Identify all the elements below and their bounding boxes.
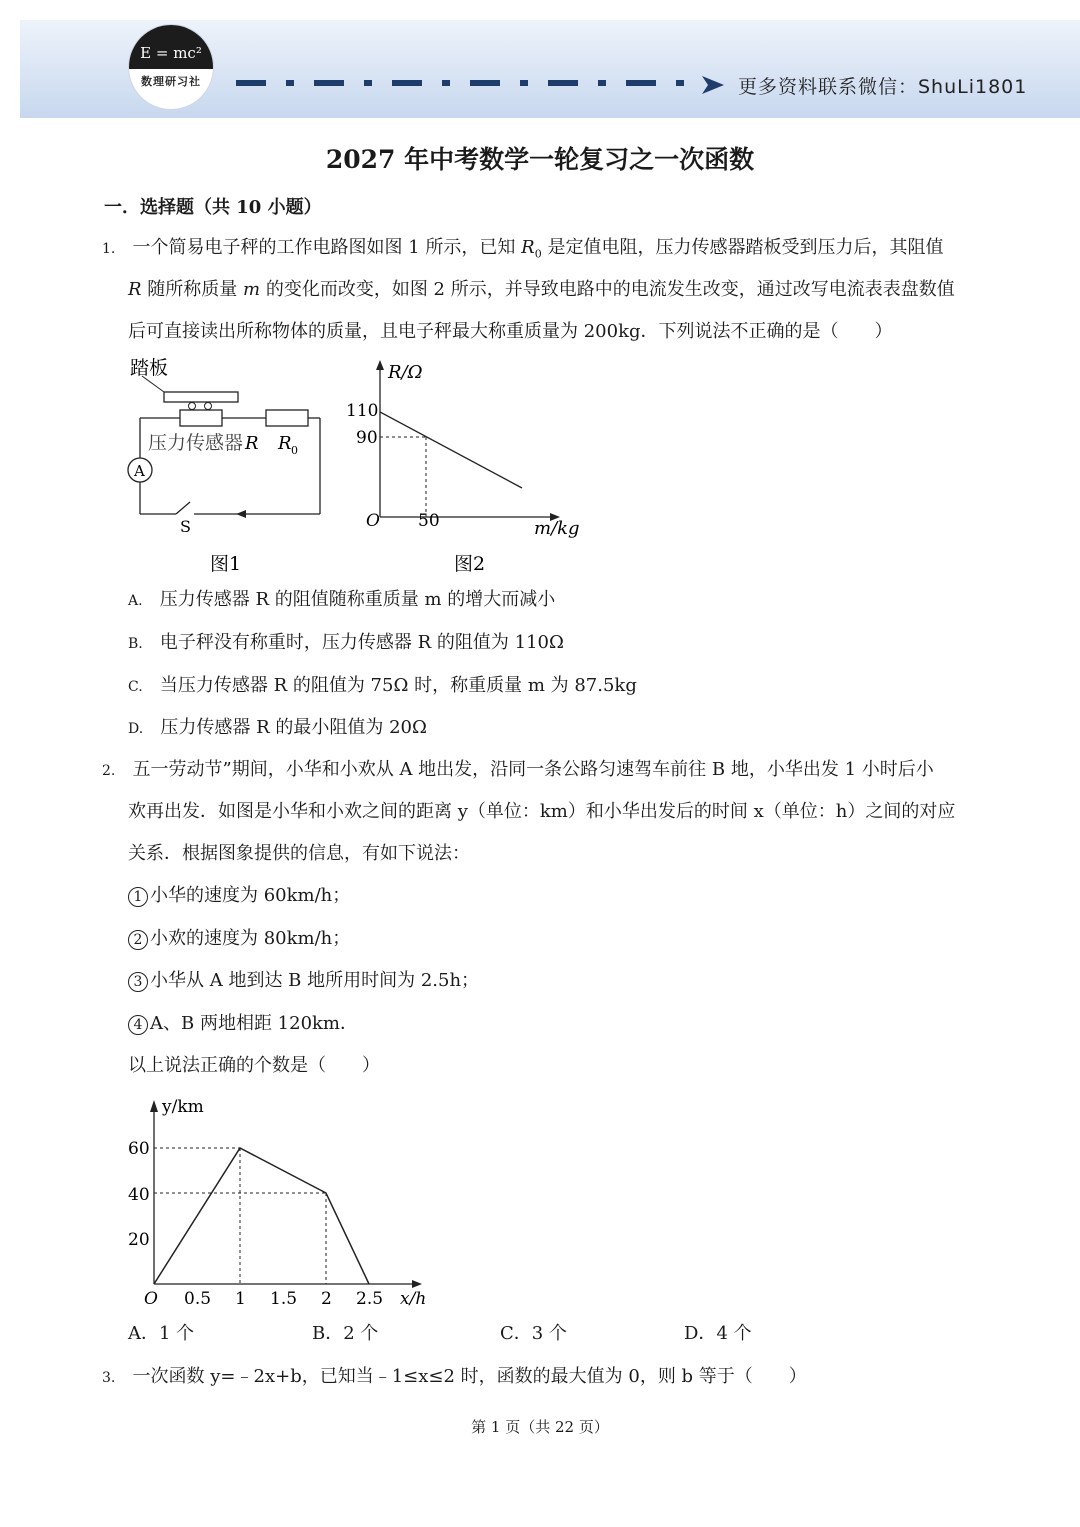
q2-option-d[interactable]: D．4 个 [684, 1323, 752, 1344]
figure1-caption: 图1 [210, 553, 242, 575]
x-axis-label: x/h [400, 1289, 427, 1309]
q3-number: 3. [102, 1370, 116, 1386]
q2-prompt: 以上说法正确的个数是（ ） [128, 1055, 380, 1076]
q2-option-a[interactable]: A．1 个 [128, 1323, 195, 1344]
q2-statement-1: 1 小华的速度为 60km/h； [128, 884, 350, 908]
q1-line2: R 随所称质量 m 的变化而改变，如图 2 所示，并导致电路中的电流发生改变，通过改写电流表表盘数值 [128, 279, 955, 300]
pressure-sensor [180, 410, 222, 426]
q1-line1: 1. 一个简易电子秤的工作电路图如图 1 所示，已知 $R_0$ 是定值电阻，压力传感器踏板受到压力后，其阻值 [102, 237, 944, 261]
current-arrow [236, 510, 246, 518]
distance-line [154, 1148, 369, 1284]
r-m-line [380, 412, 522, 488]
arrow-icon [700, 74, 726, 96]
switch [176, 502, 190, 514]
y-axis-label: R/Ω [388, 362, 423, 383]
page-footer: 第 1 页（共 22 页） [471, 1418, 609, 1436]
q1-option-c[interactable]: C. 当压力传感器 R 的阻值为 75Ω 时，称重质量 m 为 87.5kg [128, 675, 637, 696]
q2-statement-4: 4 A、B 两地相距 120km． [128, 1012, 358, 1036]
figure2-chart [346, 352, 596, 582]
sensor-label: 压力传感器 [148, 432, 244, 454]
q2-chart [120, 1092, 450, 1314]
pedal-plate [164, 392, 238, 402]
x-tick-1.5: 1.5 [270, 1289, 298, 1309]
q2-number: 2. [102, 763, 116, 779]
y-tick-110: 110 [346, 401, 379, 421]
q2-statement-2: 2 小欢的速度为 80km/h； [128, 927, 350, 951]
logo-name: 数理研习社 [141, 75, 201, 88]
origin-label: O [144, 1289, 158, 1309]
y-tick-20: 20 [128, 1230, 150, 1250]
logo [128, 24, 214, 110]
q1-option-a[interactable]: A. 压力传感器 R 的阻值随称重质量 m 的增大而减小 [128, 589, 556, 610]
figure1-circuit [120, 352, 340, 582]
q2-line2: 欢再出发．如图是小华和小欢之间的距离 y（单位：km）和小华出发后的时间 x（单位：h）之间的对应 [128, 801, 956, 822]
y-tick-60: 60 [128, 1139, 150, 1159]
q1-number: 1. [102, 241, 116, 257]
x-tick-50: 50 [418, 511, 440, 531]
svg-text:0: 0 [291, 444, 298, 457]
x-tick-1: 1 [235, 1289, 246, 1309]
x-tick-0.5: 0.5 [184, 1289, 212, 1309]
resistor-r0 [266, 410, 308, 426]
page-title: 2027 年中考数学一轮复习之一次函数 [325, 145, 755, 174]
q2-option-b[interactable]: B．2 个 [312, 1323, 379, 1344]
svg-text:S: S [180, 517, 191, 536]
y-tick-40: 40 [128, 1185, 150, 1205]
q1-option-d[interactable]: D. 压力传感器 R 的最小阻值为 20Ω [128, 717, 427, 738]
q3-line1: 3. 一次函数 y=﹣2x+b，已知当﹣1≤x≤2 时，函数的最大值为 0，则 b 等于（ ） [102, 1366, 807, 1387]
x-tick-2.5: 2.5 [356, 1289, 384, 1309]
q2-option-c[interactable]: C．3 个 [500, 1323, 567, 1344]
contact-info: 更多资料联系微信：ShuLi1801 [738, 76, 1028, 98]
origin-label: O [366, 511, 380, 531]
svg-text:R: R [245, 433, 259, 454]
q2-line3: 关系．根据图象提供的信息，有如下说法： [128, 843, 470, 864]
section-heading: 一．选择题（共 10 小题） [104, 197, 322, 218]
y-axis-label: y/km [162, 1097, 204, 1117]
y-tick-90: 90 [356, 428, 378, 448]
svg-text:R: R [278, 433, 292, 454]
figure2-caption: 图2 [454, 553, 486, 575]
q1-line3: 后可直接读出所称物体的质量，且电子秤最大称重质量为 200kg．下列说法不正确的是（ ） [128, 321, 893, 342]
x-axis-label: m/kg [534, 518, 580, 539]
x-tick-2: 2 [321, 1289, 332, 1309]
q2-line1: 2. 五一劳动节”期间，小华和小欢从 A 地出发，沿同一条公路匀速驾车前往 B 地，小华出发 1 小时后小 [102, 759, 934, 780]
dashed-arrow-divider [236, 78, 696, 88]
q1-option-b[interactable]: B. 电子秤没有称重时，压力传感器 R 的阻值为 110Ω [128, 632, 564, 653]
q2-statement-3: 3 小华从 A 地到达 B 地所用时间为 2.5h； [128, 969, 479, 993]
logo-formula: E = mc² [129, 25, 213, 69]
pedal-label: 踏板 [130, 357, 169, 379]
svg-text:A: A [134, 462, 145, 480]
